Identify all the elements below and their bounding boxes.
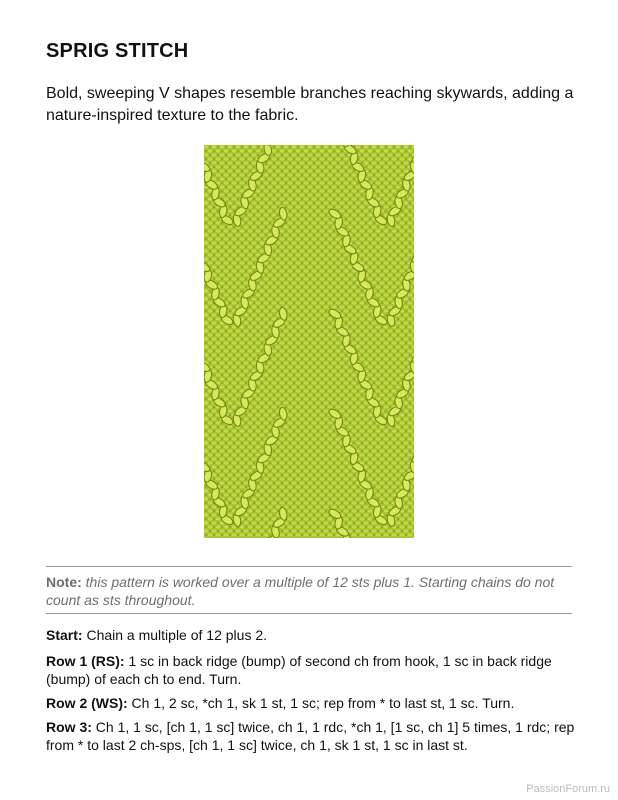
instruction-row-3	[46, 718, 576, 754]
intro-text: Bold, sweeping V shapes resemble branches reaching skywards, adding a nature-inspired texture to the fabric.	[46, 85, 574, 124]
instruction-row-1	[46, 652, 576, 688]
watermark: PassionForum.ru	[526, 783, 610, 795]
page-title: SPRIG STITCH	[46, 40, 189, 62]
note-text: this pattern is worked over a multiple of 12 sts plus 1. Starting chains do not count as sts throughout.	[46, 574, 555, 608]
stitch-swatch-drawing	[204, 145, 414, 538]
instruction-row-2	[46, 694, 576, 712]
instruction-text: 1 sc in back ridge (bump) of second ch from hook, 1 sc in back ridge (bump) of each ch to end. Turn.	[46, 653, 552, 687]
note-label: Note:	[46, 574, 82, 590]
note-divider-bottom	[46, 613, 572, 614]
instruction-text: Ch 1, 2 sc, *ch 1, sk 1 st, 1 sc; rep from * to last st, 1 sc. Turn.	[131, 695, 515, 711]
instruction-label: Row 2 (WS):	[46, 695, 128, 711]
instruction-label: Start:	[46, 627, 83, 643]
note-divider-top	[46, 566, 572, 567]
instruction-start	[46, 626, 576, 644]
instruction-text: Ch 1, 1 sc, [ch 1, 1 sc] twice, ch 1, 1 rdc, *ch 1, [1 sc, ch 1] 5 times, 1 rdc; rep from * to last 2 ch-sps, [ch 1, 1 sc] twice, ch 1, sk 1 st, 1 sc in last st.	[46, 719, 575, 753]
stitch-swatch-image	[204, 145, 414, 538]
note-block	[46, 573, 574, 609]
instruction-label: Row 3:	[46, 719, 92, 735]
instruction-text: Chain a multiple of 12 plus 2.	[86, 627, 268, 643]
instruction-label: Row 1 (RS):	[46, 653, 125, 669]
